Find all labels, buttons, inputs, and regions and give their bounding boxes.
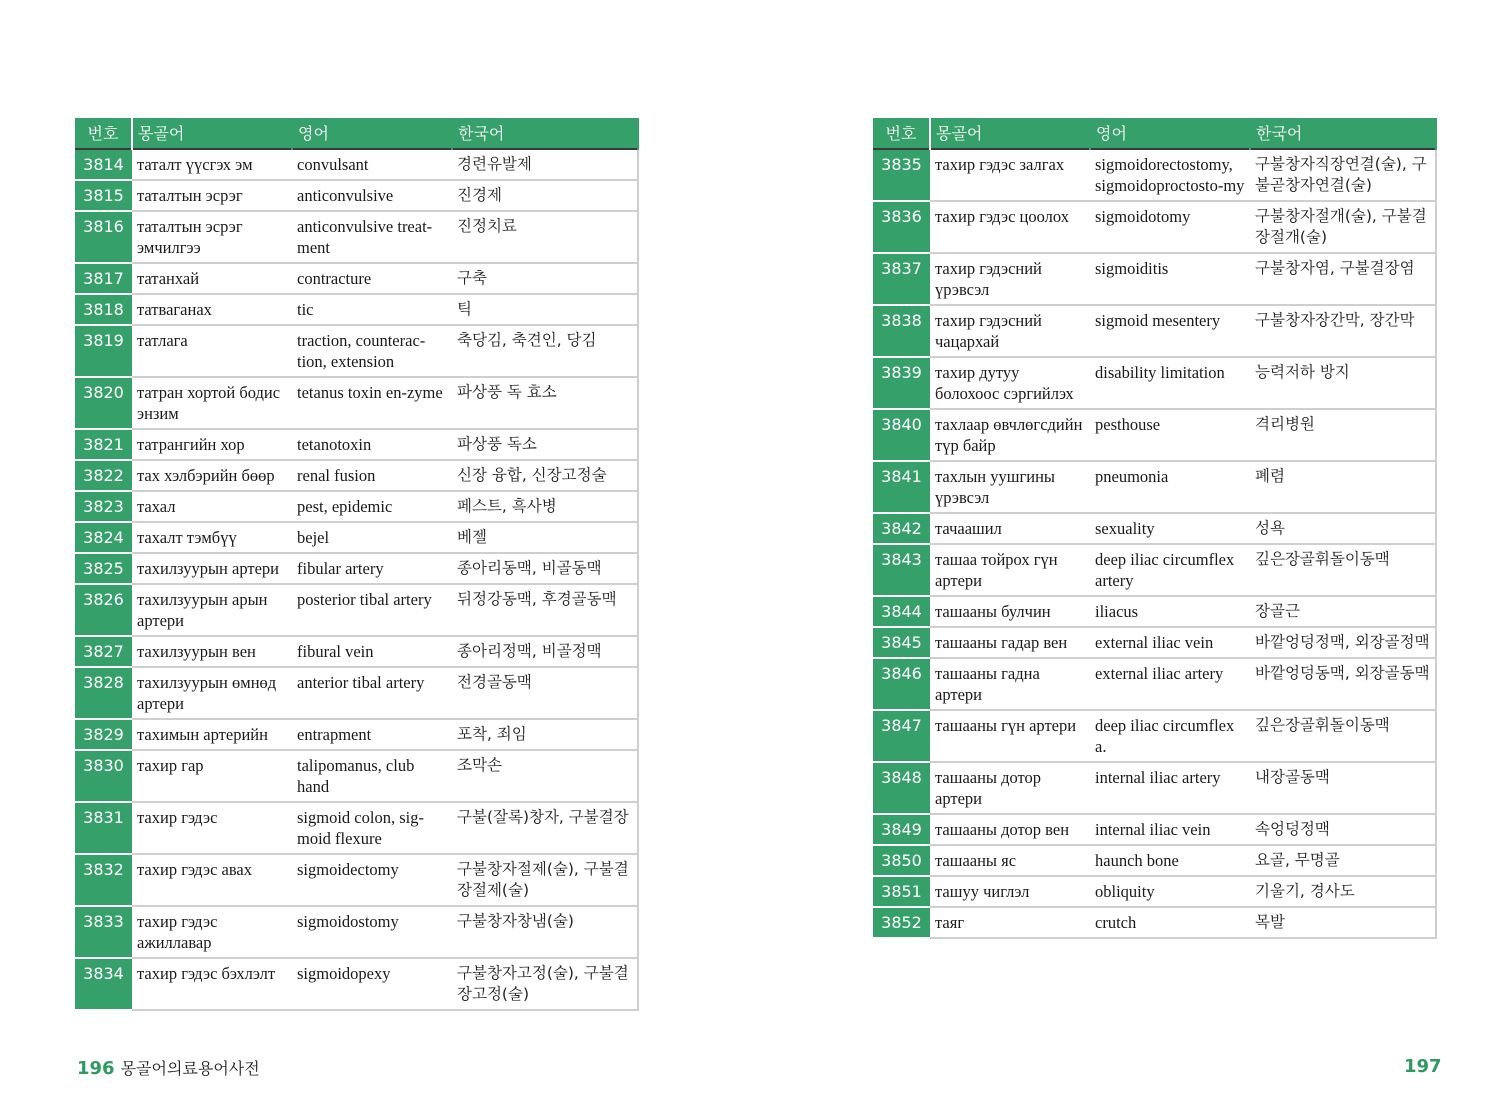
table-row: [873, 513, 1436, 544]
korean-term: 구불창자장간막, 장간막: [1250, 305, 1436, 357]
entry-number: 3838: [873, 305, 930, 357]
english-term: deep iliac circumflex artery: [1090, 544, 1250, 596]
mongolian-term: тахилзуурын арын артери: [132, 584, 292, 636]
korean-term: 장골근: [1250, 596, 1436, 627]
table-row: [75, 429, 638, 460]
english-term: bejel: [292, 522, 452, 553]
mongolian-term: ташааны гүн артери: [930, 710, 1090, 762]
korean-term: 종아리정맥, 비골정맥: [452, 636, 638, 667]
korean-term: 구불창자절개(술), 구불결장절개(술): [1250, 201, 1436, 253]
korean-term: 틱: [452, 294, 638, 325]
mongolian-term: тахир гэдэсний үрэвсэл: [930, 253, 1090, 305]
page-number-right: 197: [1404, 1056, 1442, 1077]
korean-term: 포착, 죄임: [452, 719, 638, 750]
table-row: [873, 710, 1436, 762]
entry-number: 3842: [873, 513, 930, 544]
table-row: [873, 845, 1436, 876]
english-term: sigmoidotomy: [1090, 201, 1250, 253]
mongolian-term: тахир гэдэс залгах: [930, 149, 1090, 201]
table-row: [75, 263, 638, 294]
english-term: sigmoid mesentery: [1090, 305, 1250, 357]
entry-number: 3847: [873, 710, 930, 762]
table-row: [873, 305, 1436, 357]
table-row: [75, 750, 638, 802]
entry-number: 3826: [75, 584, 132, 636]
mongolian-term: тахир гэдэсний чацархай: [930, 305, 1090, 357]
table-row: [75, 906, 638, 958]
mongolian-term: ташааны гадар вен: [930, 627, 1090, 658]
entry-number: 3823: [75, 491, 132, 522]
dictionary-table-left: [75, 118, 639, 1011]
header-mongolian: 몽골어: [132, 118, 292, 149]
mongolian-term: ташааны дотор артери: [930, 762, 1090, 814]
mongolian-term: татлага: [132, 325, 292, 377]
korean-term: 전경골동맥: [452, 667, 638, 719]
english-term: internal iliac artery: [1090, 762, 1250, 814]
korean-term: 구불창자염, 구불결장염: [1250, 253, 1436, 305]
table-row: [75, 211, 638, 263]
mongolian-term: татран хортой бодис энзим: [132, 377, 292, 429]
english-term: iliacus: [1090, 596, 1250, 627]
mongolian-term: тахлаар өвчлөгсдийн түр байр: [930, 409, 1090, 461]
english-term: internal iliac vein: [1090, 814, 1250, 845]
table-row: [873, 762, 1436, 814]
english-term: posterior tibal artery: [292, 584, 452, 636]
table-row: [75, 491, 638, 522]
header-korean: 한국어: [1250, 118, 1436, 149]
english-term: talipomanus, club hand: [292, 750, 452, 802]
entry-number: 3822: [75, 460, 132, 491]
english-term: contracture: [292, 263, 452, 294]
mongolian-term: тахлын уушгины үрэвсэл: [930, 461, 1090, 513]
korean-term: 능력저하 방지: [1250, 357, 1436, 409]
mongolian-term: татрангийн хор: [132, 429, 292, 460]
english-term: sigmoidopexy: [292, 958, 452, 1010]
english-term: anterior tibal artery: [292, 667, 452, 719]
entry-number: 3840: [873, 409, 930, 461]
english-term: external iliac vein: [1090, 627, 1250, 658]
right-page-table: [873, 118, 1437, 939]
korean-term: 조막손: [452, 750, 638, 802]
english-term: pneumonia: [1090, 461, 1250, 513]
mongolian-term: ташуу чиглэл: [930, 876, 1090, 907]
table-row: [873, 876, 1436, 907]
dictionary-table-right: [873, 118, 1437, 939]
table-row: [873, 201, 1436, 253]
table-row: [873, 907, 1436, 938]
table-row: [75, 325, 638, 377]
table-row: [75, 854, 638, 906]
entry-number: 3820: [75, 377, 132, 429]
korean-term: 축당김, 축견인, 당김: [452, 325, 638, 377]
korean-term: 격리병원: [1250, 409, 1436, 461]
mongolian-term: таталтын эсрэг: [132, 180, 292, 211]
mongolian-term: тахилзуурын вен: [132, 636, 292, 667]
korean-term: 종아리동맥, 비골동맥: [452, 553, 638, 584]
korean-term: 구불창자직장연결(술), 구불곧창자연결(술): [1250, 149, 1436, 201]
korean-term: 신장 융합, 신장고정술: [452, 460, 638, 491]
mongolian-term: тахилзуурын артери: [132, 553, 292, 584]
entry-number: 3839: [873, 357, 930, 409]
footer-right: [1404, 1056, 1442, 1077]
english-term: entrapment: [292, 719, 452, 750]
entry-number: 3836: [873, 201, 930, 253]
english-term: deep iliac circumflex a.: [1090, 710, 1250, 762]
english-term: disability limitation: [1090, 357, 1250, 409]
korean-term: 진정치료: [452, 211, 638, 263]
korean-term: 요골, 무명골: [1250, 845, 1436, 876]
english-term: tetanus toxin en-zyme: [292, 377, 452, 429]
table-row: [873, 658, 1436, 710]
english-term: obliquity: [1090, 876, 1250, 907]
mongolian-term: тахир дутуу болохоос сэргийлэх: [930, 357, 1090, 409]
mongolian-term: тахалт тэмбүү: [132, 522, 292, 553]
entry-number: 3851: [873, 876, 930, 907]
english-term: sigmoidorectostomy, sigmoidoproctosto-my: [1090, 149, 1250, 201]
mongolian-term: тахимын артерийн: [132, 719, 292, 750]
table-row: [75, 667, 638, 719]
mongolian-term: таталтын эсрэг эмчилгээ: [132, 211, 292, 263]
korean-term: 진경제: [452, 180, 638, 211]
english-term: traction, counterac-tion, extension: [292, 325, 452, 377]
table-row: [873, 253, 1436, 305]
korean-term: 뒤정강동맥, 후경골동맥: [452, 584, 638, 636]
table-row: [873, 544, 1436, 596]
footer-left: [77, 1056, 260, 1079]
mongolian-term: тахир гэдэс бэхлэлт: [132, 958, 292, 1010]
header-english: 영어: [292, 118, 452, 149]
entry-number: 3846: [873, 658, 930, 710]
entry-number: 3830: [75, 750, 132, 802]
table-row: [873, 149, 1436, 201]
mongolian-term: тахал: [132, 491, 292, 522]
english-term: sexuality: [1090, 513, 1250, 544]
korean-term: 구축: [452, 263, 638, 294]
table-header-row: [873, 118, 1436, 149]
header-korean: 한국어: [452, 118, 638, 149]
english-term: tic: [292, 294, 452, 325]
header-mongolian: 몽골어: [930, 118, 1090, 149]
entry-number: 3815: [75, 180, 132, 211]
table-row: [75, 553, 638, 584]
english-term: pesthouse: [1090, 409, 1250, 461]
korean-term: 페스트, 흑사병: [452, 491, 638, 522]
table-row: [75, 294, 638, 325]
english-term: sigmoid colon, sig-moid flexure: [292, 802, 452, 854]
english-term: crutch: [1090, 907, 1250, 938]
table-row: [873, 409, 1436, 461]
left-page-table: [75, 118, 639, 1011]
mongolian-term: татанхай: [132, 263, 292, 294]
header-number: 번호: [873, 118, 930, 149]
english-term: haunch bone: [1090, 845, 1250, 876]
entry-number: 3841: [873, 461, 930, 513]
header-number: 번호: [75, 118, 132, 149]
mongolian-term: тахир гар: [132, 750, 292, 802]
english-term: fibural vein: [292, 636, 452, 667]
table-row: [75, 958, 638, 1010]
entry-number: 3828: [75, 667, 132, 719]
entry-number: 3818: [75, 294, 132, 325]
entry-number: 3835: [873, 149, 930, 201]
entry-number: 3827: [75, 636, 132, 667]
entry-number: 3825: [75, 553, 132, 584]
entry-number: 3834: [75, 958, 132, 1010]
table-row: [75, 522, 638, 553]
english-term: anticonvulsive treat-ment: [292, 211, 452, 263]
entry-number: 3821: [75, 429, 132, 460]
entry-number: 3814: [75, 149, 132, 180]
korean-term: 파상풍 독소: [452, 429, 638, 460]
mongolian-term: ташааны дотор вен: [930, 814, 1090, 845]
entry-number: 3817: [75, 263, 132, 294]
mongolian-term: ташаа тойрох гүн артери: [930, 544, 1090, 596]
korean-term: 구불창자절제(술), 구불결장절제(술): [452, 854, 638, 906]
korean-term: 파상풍 독 효소: [452, 377, 638, 429]
korean-term: 구불(잘록)창자, 구불결장: [452, 802, 638, 854]
mongolian-term: тахир гэдэс цоолох: [930, 201, 1090, 253]
mongolian-term: тахилзуурын өмнөд артери: [132, 667, 292, 719]
english-term: pest, epidemic: [292, 491, 452, 522]
table-row: [873, 814, 1436, 845]
mongolian-term: ташааны булчин: [930, 596, 1090, 627]
book-title: 몽골어의료용어사전: [120, 1059, 260, 1078]
korean-term: 구불창자창냄(술): [452, 906, 638, 958]
entry-number: 3837: [873, 253, 930, 305]
entry-number: 3843: [873, 544, 930, 596]
entry-number: 3833: [75, 906, 132, 958]
korean-term: 바깥엉덩동맥, 외장골동맥: [1250, 658, 1436, 710]
table-row: [75, 636, 638, 667]
mongolian-term: тах хэлбэрийн бөөр: [132, 460, 292, 491]
table-row: [75, 584, 638, 636]
entry-number: 3831: [75, 802, 132, 854]
english-term: fibular artery: [292, 553, 452, 584]
english-term: renal fusion: [292, 460, 452, 491]
korean-term: 성욕: [1250, 513, 1436, 544]
table-row: [75, 460, 638, 491]
entry-number: 3816: [75, 211, 132, 263]
table-row: [873, 627, 1436, 658]
mongolian-term: тахир гэдэс ажиллавар: [132, 906, 292, 958]
korean-term: 바깥엉덩정맥, 외장골정맥: [1250, 627, 1436, 658]
table-row: [873, 357, 1436, 409]
english-term: sigmoidostomy: [292, 906, 452, 958]
table-row: [873, 461, 1436, 513]
korean-term: 속엉덩정맥: [1250, 814, 1436, 845]
mongolian-term: тахир гэдэс авах: [132, 854, 292, 906]
mongolian-term: тахир гэдэс: [132, 802, 292, 854]
korean-term: 베젤: [452, 522, 638, 553]
korean-term: 깊은장골휘돌이동맥: [1250, 710, 1436, 762]
korean-term: 구불창자고정(술), 구불결장고정(술): [452, 958, 638, 1010]
table-row: [75, 802, 638, 854]
table-row: [75, 149, 638, 180]
mongolian-term: тачаашил: [930, 513, 1090, 544]
entry-number: 3850: [873, 845, 930, 876]
korean-term: 목발: [1250, 907, 1436, 938]
mongolian-term: таяг: [930, 907, 1090, 938]
entry-number: 3829: [75, 719, 132, 750]
english-term: anticonvulsive: [292, 180, 452, 211]
entry-number: 3819: [75, 325, 132, 377]
entry-number: 3845: [873, 627, 930, 658]
english-term: sigmoidectomy: [292, 854, 452, 906]
english-term: tetanotoxin: [292, 429, 452, 460]
korean-term: 폐렴: [1250, 461, 1436, 513]
mongolian-term: татваганах: [132, 294, 292, 325]
entry-number: 3844: [873, 596, 930, 627]
mongolian-term: таталт үүсгэх эм: [132, 149, 292, 180]
entry-number: 3852: [873, 907, 930, 938]
table-body-right: [873, 149, 1436, 938]
english-term: sigmoiditis: [1090, 253, 1250, 305]
korean-term: 내장골동맥: [1250, 762, 1436, 814]
entry-number: 3849: [873, 814, 930, 845]
entry-number: 3824: [75, 522, 132, 553]
korean-term: 기울기, 경사도: [1250, 876, 1436, 907]
entry-number: 3848: [873, 762, 930, 814]
korean-term: 경련유발제: [452, 149, 638, 180]
table-row: [873, 596, 1436, 627]
header-english: 영어: [1090, 118, 1250, 149]
table-body-left: [75, 149, 638, 1010]
page-number-left: 196: [77, 1058, 115, 1079]
entry-number: 3832: [75, 854, 132, 906]
table-header-row: [75, 118, 638, 149]
korean-term: 깊은장골휘돌이동맥: [1250, 544, 1436, 596]
english-term: external iliac artery: [1090, 658, 1250, 710]
mongolian-term: ташааны гадна артери: [930, 658, 1090, 710]
table-row: [75, 180, 638, 211]
table-row: [75, 719, 638, 750]
english-term: convulsant: [292, 149, 452, 180]
table-row: [75, 377, 638, 429]
mongolian-term: ташааны яс: [930, 845, 1090, 876]
